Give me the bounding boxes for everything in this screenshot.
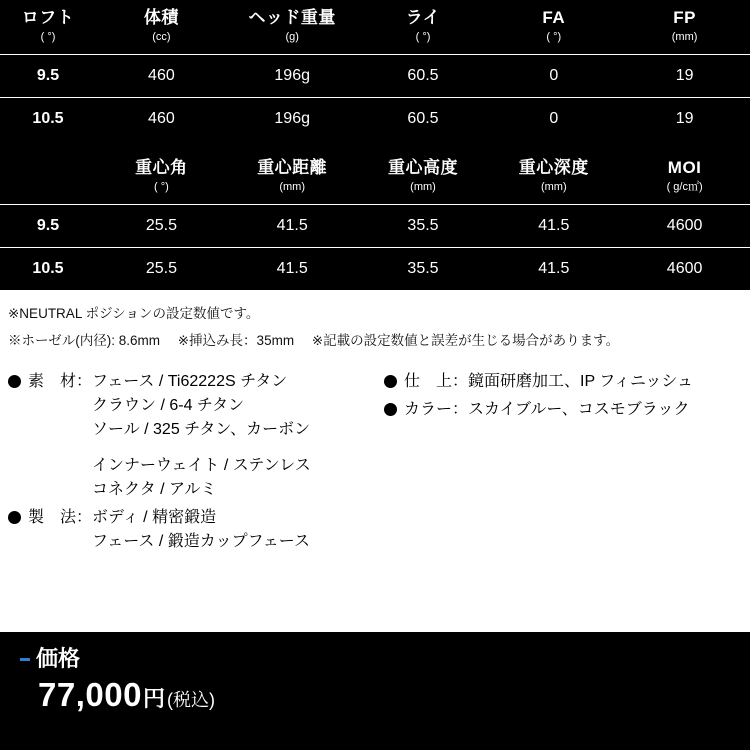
color-values — [468, 398, 689, 422]
price-currency: 円 — [142, 686, 165, 711]
spec-table-2 — [0, 150, 750, 290]
cell-volume: 460 — [96, 98, 227, 141]
finish-row — [384, 370, 744, 394]
column-header-cg-angle: 重心角 ( °) — [135, 158, 188, 193]
cell-cg-angle: 25.5 — [96, 205, 227, 248]
material-value: ソール / 325 チタン、カーボン — [92, 421, 311, 438]
material-value: コネクタ / アルミ — [92, 481, 217, 498]
cell-fa: 0 — [488, 98, 619, 141]
materials-right-column — [384, 370, 744, 558]
cell-cg-height: 35.5 — [358, 248, 489, 291]
note-hosel-details — [8, 331, 742, 350]
cell-volume: 460 — [96, 55, 227, 98]
materials-left-column — [8, 370, 380, 558]
table-separator — [0, 140, 750, 150]
column-header-loft: ロフト ( °) — [21, 8, 75, 43]
cell-lie: 60.5 — [358, 55, 489, 98]
materials-label: 素 材： — [28, 373, 93, 390]
color-label: カラー： — [404, 401, 469, 418]
column-header-cg-distance: 重心距離 (mm) — [257, 158, 328, 193]
cell-loft: 9.5 — [0, 205, 96, 248]
cell-cg-angle: 25.5 — [96, 248, 227, 291]
price-label: 価格 — [36, 646, 81, 671]
table-row — [0, 205, 750, 248]
column-header-fp: FP (mm) — [671, 8, 698, 43]
bullet-icon — [8, 375, 21, 388]
spec-table-1-block — [0, 0, 750, 140]
materials-values — [92, 370, 311, 502]
material-value: インナーウェイト / ステンレス — [92, 457, 311, 474]
cell-loft: 10.5 — [0, 248, 96, 291]
materials-row — [8, 370, 380, 502]
price-band — [0, 632, 750, 750]
color-value: スカイブルー、コスモブラック — [468, 401, 690, 418]
material-value: クラウン / 6-4 チタン — [92, 397, 245, 414]
cell-fa: 0 — [488, 55, 619, 98]
color-row — [384, 398, 744, 422]
price-tax-note: (税込) — [166, 690, 215, 710]
cell-cg-distance: 41.5 — [227, 205, 358, 248]
column-header-fa: FA ( °) — [542, 8, 566, 43]
price-label-row — [20, 646, 750, 672]
spec-table-1-body — [0, 55, 750, 141]
column-header-volume: 体積 (cc) — [143, 8, 179, 43]
table-row — [0, 55, 750, 98]
column-header-cg-height: 重心高度 (mm) — [387, 158, 458, 193]
bullet-icon — [384, 403, 397, 416]
spec-table-1-head — [0, 0, 750, 55]
cell-moi: 4600 — [619, 248, 750, 291]
price-number: 77,000 — [38, 676, 142, 713]
manufacturing-label: 製 法： — [28, 509, 93, 526]
spec-table-2-block — [0, 150, 750, 290]
bullet-icon — [8, 511, 21, 524]
cell-head-weight: 196g — [227, 55, 358, 98]
cell-cg-height: 35.5 — [358, 205, 489, 248]
manufacturing-values — [92, 506, 310, 554]
spec-table-2-head — [0, 150, 750, 205]
cell-cg-distance: 41.5 — [227, 248, 358, 291]
finish-values — [468, 370, 693, 394]
column-header-head-weight: ヘッド重量 (g) — [248, 8, 336, 43]
cell-head-weight: 196g — [227, 98, 358, 141]
cell-lie: 60.5 — [358, 98, 489, 141]
cell-cg-depth: 41.5 — [488, 205, 619, 248]
table-row — [0, 98, 750, 141]
column-header-lie: ライ ( °) — [405, 8, 441, 43]
manufacturing-value: ボディ / 精密鍛造 — [92, 509, 217, 526]
materials-row — [8, 506, 380, 554]
column-header-moi: MOI ( g/c㎡) — [666, 158, 703, 193]
note-hosel: ※ホーゼル(内径): 8.6mm — [8, 333, 160, 348]
table-header-row — [0, 150, 750, 205]
finish-label: 仕 上： — [404, 373, 469, 390]
note-insert-length: ※挿込み長：35mm — [177, 333, 295, 348]
spec-table-1 — [0, 0, 750, 140]
note-tolerance: ※記載の設定数値と誤差が生じる場合があります。 — [311, 333, 620, 348]
notes-section — [0, 290, 750, 364]
manufacturing-value: フェース / 鍛造カップフェース — [92, 533, 310, 550]
cell-cg-depth: 41.5 — [488, 248, 619, 291]
cell-loft: 9.5 — [0, 55, 96, 98]
table-row — [0, 248, 750, 291]
cell-fp: 19 — [619, 98, 750, 141]
cell-fp: 19 — [619, 55, 750, 98]
cell-moi: 4600 — [619, 205, 750, 248]
column-header-cg-depth: 重心深度 (mm) — [518, 158, 589, 193]
spec-table-2-body — [0, 205, 750, 291]
bullet-icon — [384, 375, 397, 388]
price-value-row — [20, 676, 750, 714]
table-header-row — [0, 0, 750, 55]
cell-loft: 10.5 — [0, 98, 96, 141]
materials-section — [0, 364, 750, 558]
note-neutral-position: ※NEUTRAL ポジションの設定数値です。 — [8, 306, 260, 321]
material-value: フェース / Ti62222S チタン — [92, 373, 288, 390]
finish-value: 鏡面研磨加工、IP フィニッシュ — [468, 373, 694, 390]
price-accent-dash-icon — [20, 658, 30, 661]
column-header-blank — [0, 150, 96, 205]
